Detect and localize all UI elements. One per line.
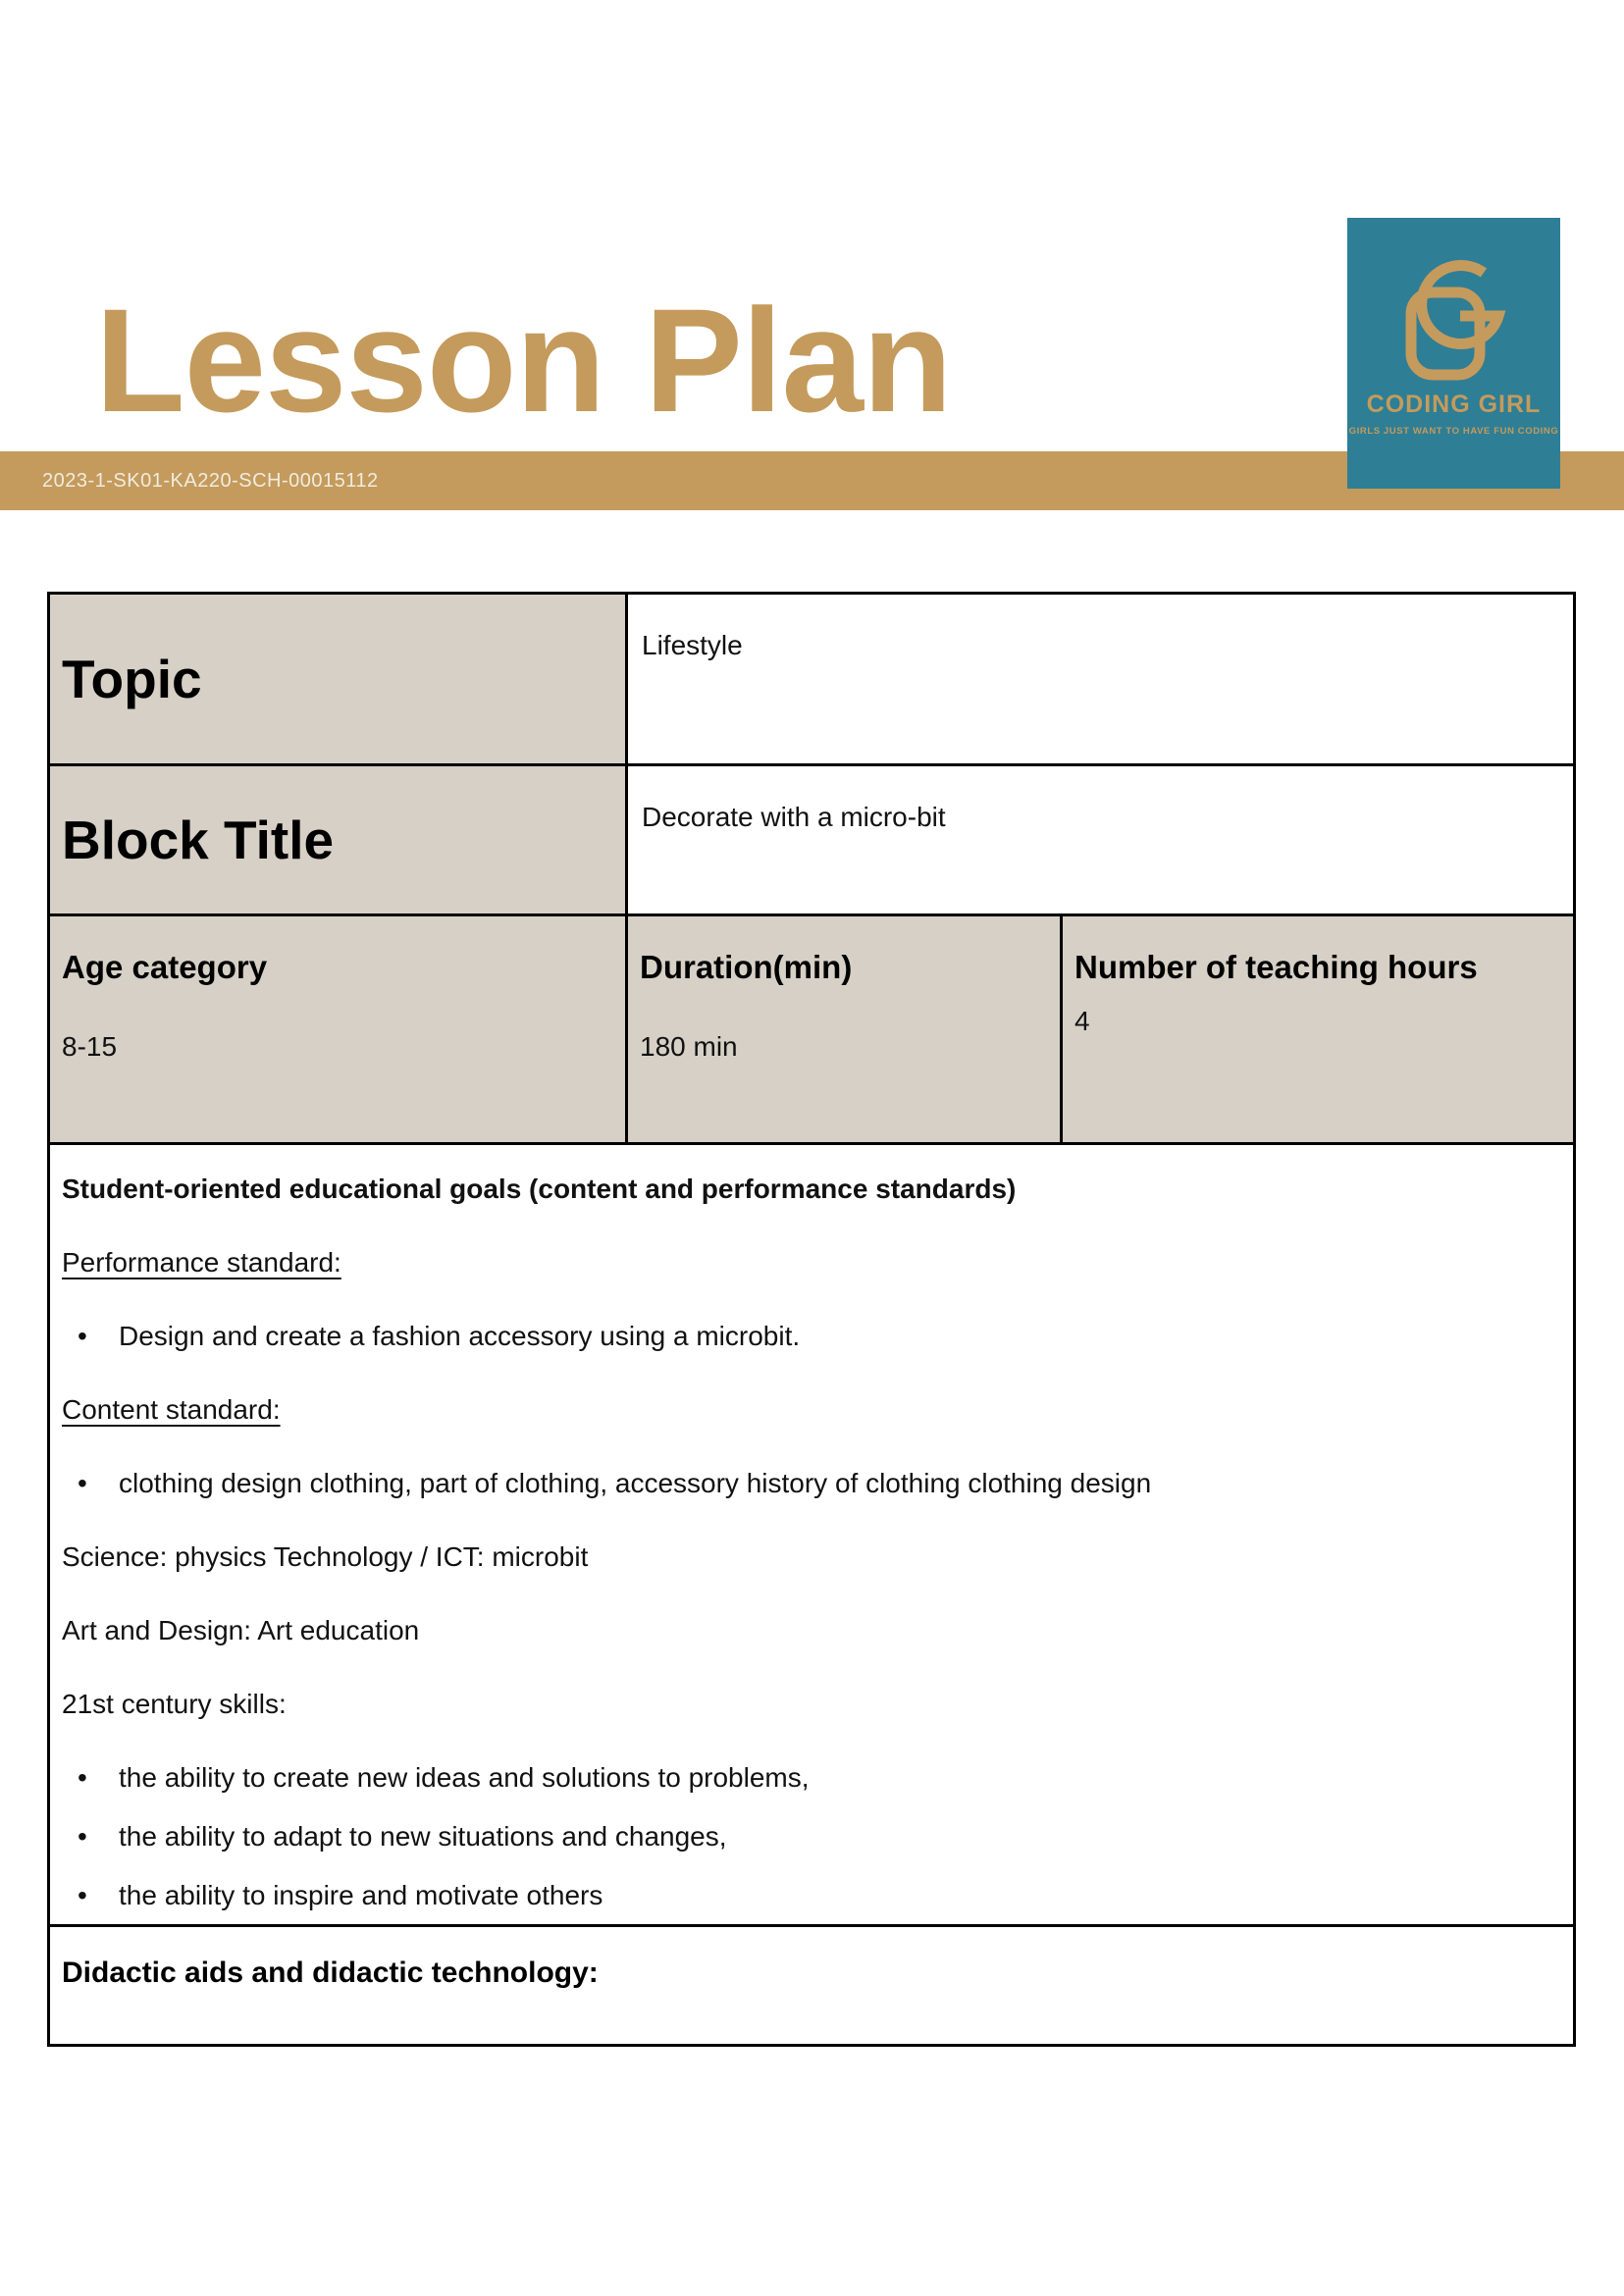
table-row-block-title [50, 766, 1573, 916]
art-design-line: Art and Design: Art education [62, 1615, 420, 1645]
age-category-cell [50, 916, 628, 1142]
goals-heading: Student-oriented educational goals (content and performance standards) [62, 1174, 1017, 1204]
block-title-label: Block Title [62, 809, 335, 870]
science-line: Science: physics Technology / ICT: microbit [62, 1541, 589, 1572]
block-title-value-cell [628, 766, 1573, 913]
content-standard-label: Content standard: [62, 1394, 281, 1425]
topic-header-cell [50, 595, 628, 763]
didactic-cell [50, 1927, 1573, 2044]
performance-standard-label: Performance standard: [62, 1247, 341, 1278]
age-category-label: Age category [62, 949, 268, 985]
duration-label: Duration(min) [640, 949, 853, 985]
performance-bullet-item: • Design and create a fashion accessory using a microbit. [62, 1318, 1534, 1354]
age-category-value: 8-15 [62, 1030, 118, 1062]
block-title-value: Decorate with a micro-bit [642, 802, 946, 832]
skills-label: 21st century skills: [62, 1689, 287, 1719]
topic-label: Topic [62, 649, 202, 709]
table-row-meta [50, 916, 1573, 1145]
duration-value: 180 min [640, 1030, 738, 1062]
project-reference-code: 2023-1-SK01-KA220-SCH-00015112 [42, 469, 379, 492]
goals-cell [50, 1145, 1573, 1924]
skill-bullet-item: • the ability to adapt to new situations and changes, [62, 1818, 1534, 1854]
table-row-topic [50, 595, 1573, 766]
g-monogram-icon [1399, 255, 1509, 381]
teaching-hours-label: Number of teaching hours [1074, 949, 1478, 985]
teaching-hours-value: 4 [1074, 1005, 1090, 1036]
topic-value-cell [628, 595, 1573, 763]
page-title: Lesson Plan [95, 278, 952, 443]
logo-tagline: GIRLS JUST WANT TO HAVE FUN CODING [1348, 426, 1559, 437]
didactic-heading: Didactic aids and didactic technology: [62, 1957, 599, 1989]
coding-girl-logo [1347, 218, 1560, 489]
table-row-didactic [50, 1927, 1573, 2044]
teaching-hours-cell [1063, 916, 1573, 1142]
table-row-goals [50, 1145, 1573, 1927]
skill-bullet-item: • the ability to create new ideas and solutions to problems, [62, 1759, 1534, 1796]
logo-name: CODING GIRL [1366, 391, 1542, 418]
block-title-header-cell [50, 766, 628, 913]
lesson-plan-table [47, 592, 1576, 2047]
content-bullet-item: • clothing design clothing, part of clothing, accessory history of clothing clothing design [62, 1465, 1534, 1501]
topic-value: Lifestyle [642, 630, 743, 660]
duration-cell [628, 916, 1063, 1142]
skill-bullet-item: • the ability to inspire and motivate others [62, 1877, 1534, 1913]
